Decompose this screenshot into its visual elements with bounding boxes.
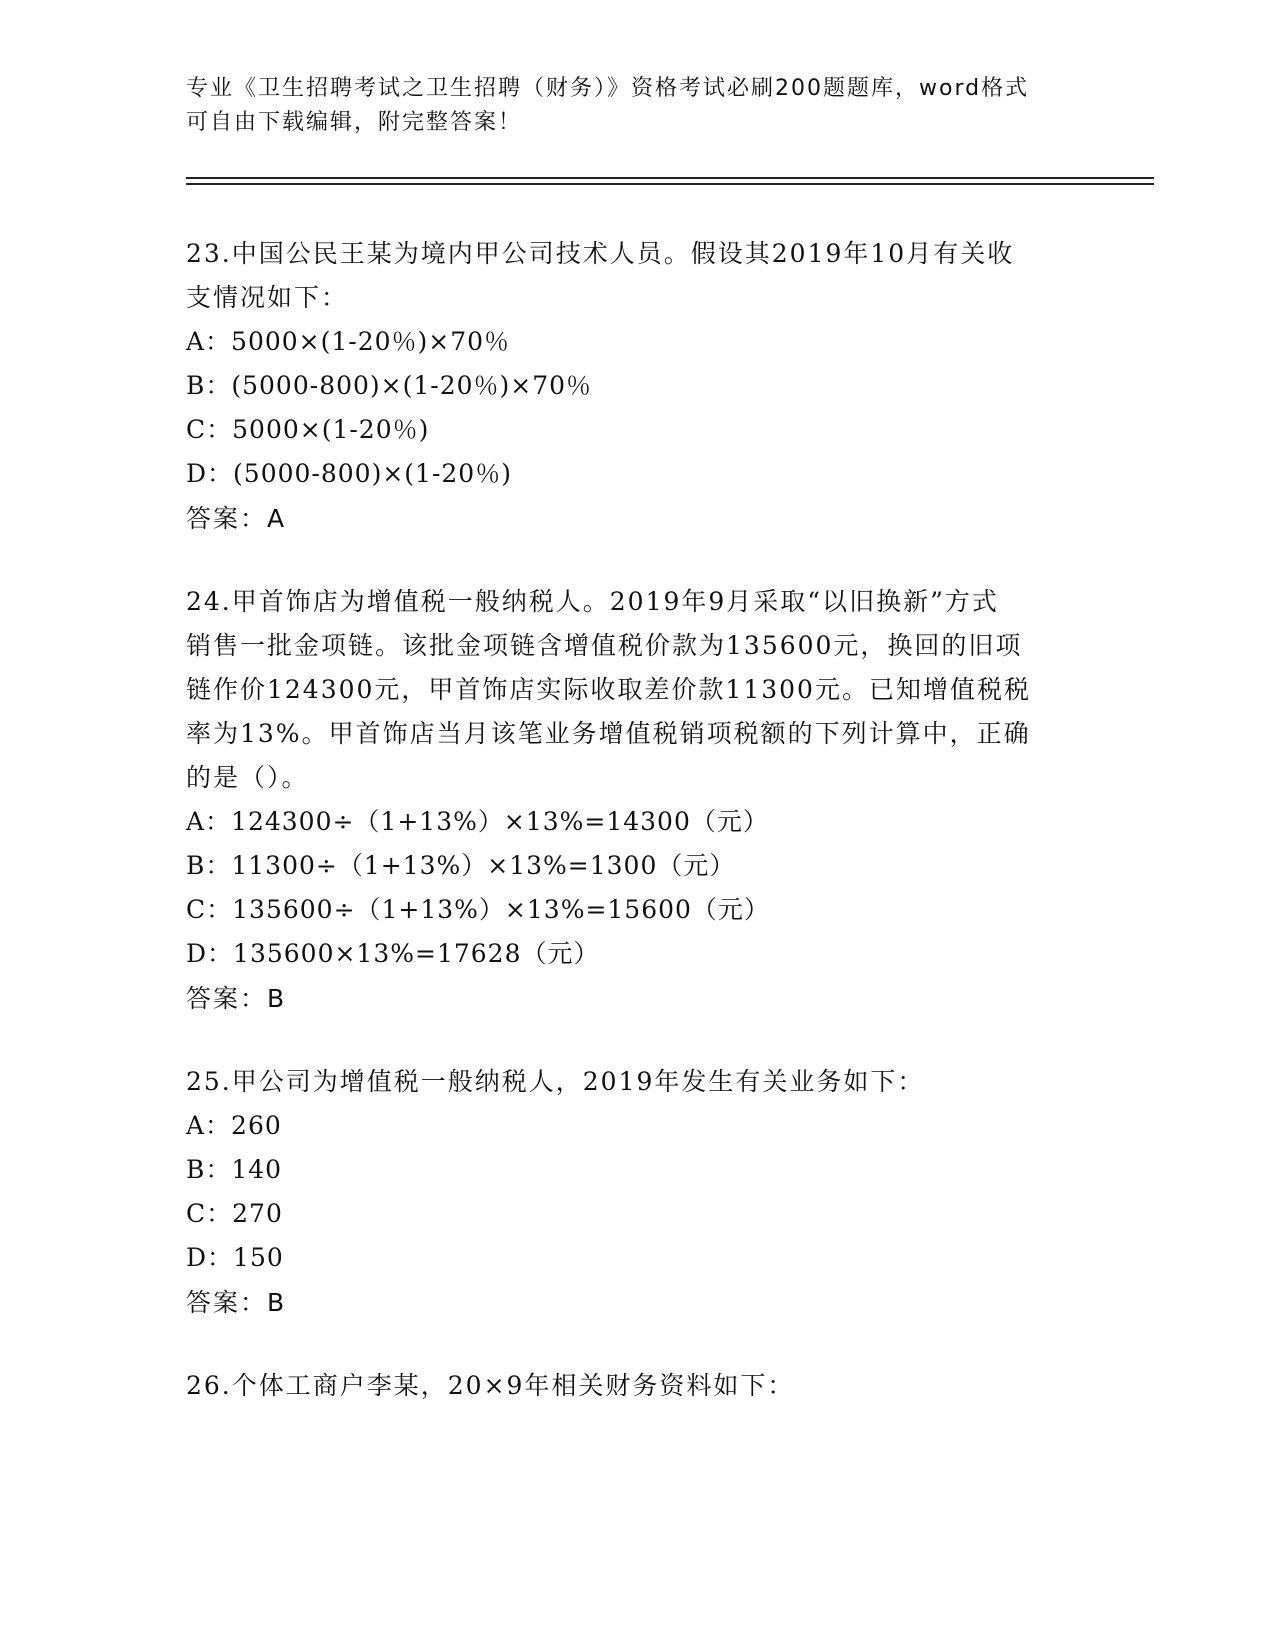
question-stem-line: 销售一批金项链。该批金项链含增值税价款为135600元，换回的旧项 — [186, 631, 1023, 660]
header-divider-bottom — [186, 183, 1154, 185]
question-stem-line: 25.甲公司为增值税一般纳税人，2019年发生有关业务如下： — [186, 1067, 925, 1096]
question-24 — [186, 580, 1086, 1022]
question-list — [186, 232, 1086, 1446]
answer-label: 答案：A — [186, 504, 287, 533]
option-d: D：135600×13%=17628（元） — [186, 939, 600, 968]
header-line-1: 专业《卫生招聘考试之卫生招聘（财务）》资格考试必刷200题题库，word格式 — [186, 76, 1030, 101]
option-d: D：150 — [186, 1243, 284, 1272]
question-stem-line: 的是（）。 — [186, 763, 309, 792]
option-c: C：270 — [186, 1199, 283, 1228]
question-stem-line: 24.甲首饰店为增值税一般纳税人。2019年9月采取“以旧换新”方式 — [186, 587, 999, 616]
question-stem-line: 率为13%。甲首饰店当月该笔业务增值税销项税额的下列计算中，正确 — [186, 719, 1031, 748]
header-divider-top — [186, 177, 1154, 179]
option-b: B：(5000-800)×(1-20％)×70％ — [186, 371, 593, 400]
option-b: B：11300÷（1+13%）×13%=1300（元） — [186, 851, 736, 880]
option-a: A：260 — [186, 1111, 282, 1140]
header-line-2: 可自由下载编辑，附完整答案！ — [186, 110, 523, 135]
option-c: C：5000×(1-20％) — [186, 415, 430, 444]
document-header — [186, 72, 1066, 140]
answer-label: 答案：B — [186, 1288, 287, 1317]
question-26 — [186, 1364, 1086, 1408]
question-23 — [186, 232, 1086, 542]
question-stem-line: 支情况如下： — [186, 283, 349, 312]
option-b: B：140 — [186, 1155, 283, 1184]
option-a: A：124300÷（1+13%）×13%=14300（元） — [186, 807, 769, 836]
question-stem-line: 链作价124300元，甲首饰店实际收取差价款11300元。已知增值税税 — [186, 675, 1031, 704]
option-a: A：5000×(1-20％)×70％ — [186, 327, 511, 356]
question-stem-line: 23.中国公民王某为境内甲公司技术人员。假设其2019年10月有关收 — [186, 239, 1015, 268]
question-stem-line: 26.个体工商户李某，20×9年相关财务资料如下： — [186, 1371, 795, 1400]
option-c: C：135600÷（1+13%）×13%=15600（元） — [186, 895, 770, 924]
option-d: D：(5000-800)×(1-20％) — [186, 459, 512, 488]
question-25 — [186, 1060, 1086, 1326]
answer-label: 答案：B — [186, 984, 287, 1013]
